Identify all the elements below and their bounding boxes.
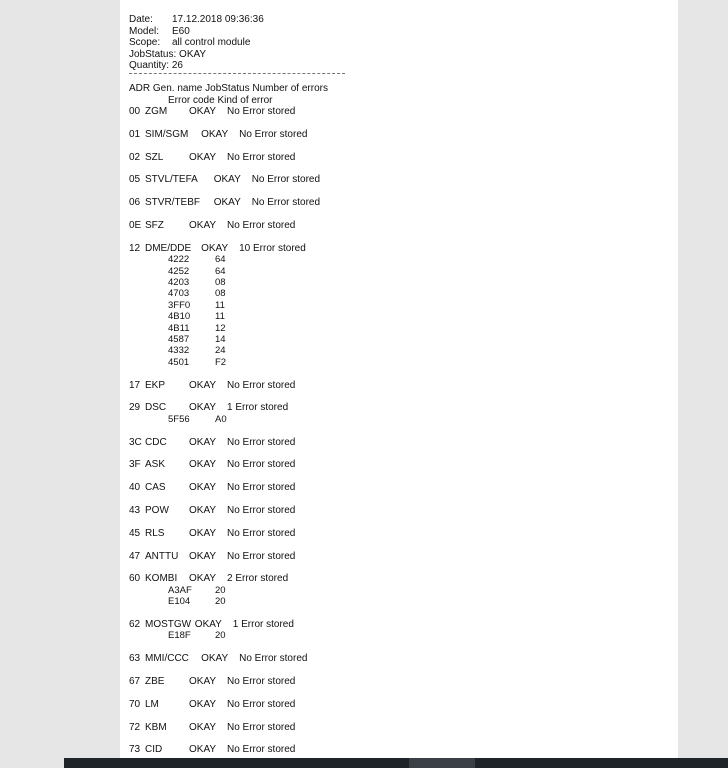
error-kind: 12 <box>215 322 226 334</box>
error-kind: 20 <box>215 596 226 608</box>
module-name: CID <box>145 744 163 756</box>
module-error-count: 10 Error stored <box>239 242 306 254</box>
error-code: 4501 <box>168 356 190 368</box>
module-jobstatus: OKAY <box>189 721 217 733</box>
module-address: 62 <box>129 619 141 630</box>
module-error-count: No Error stored <box>227 550 296 562</box>
error-kind: 20 <box>215 630 226 642</box>
module-jobstatus: OKAY <box>189 379 217 391</box>
module-address: 3C <box>129 436 142 448</box>
quantity-label: Quantity: <box>129 60 170 71</box>
module-address: 02 <box>129 151 141 163</box>
column-header-line-1: ADR Gen. name JobStatus Number of errors <box>129 83 328 94</box>
module-name: SIM/SGM <box>145 128 189 140</box>
module-address: 3F <box>129 459 141 471</box>
module-address: 17 <box>129 379 141 391</box>
error-code: A3AF <box>168 584 192 596</box>
module-name: STVL/TEFA <box>145 174 198 186</box>
error-code: 4203 <box>168 277 190 288</box>
module-name: ANTTU <box>145 550 179 562</box>
module-jobstatus: OKAY <box>189 698 217 710</box>
module-error-count: No Error stored <box>227 698 296 710</box>
module-address: 01 <box>129 128 141 140</box>
module-address: 60 <box>129 573 141 585</box>
module-name: CAS <box>145 482 166 494</box>
module-error-count: No Error stored <box>227 379 296 391</box>
error-code: 3FF0 <box>168 299 191 311</box>
module-error-count: No Error stored <box>227 220 296 231</box>
module-address: 67 <box>129 676 141 687</box>
error-code: 4B10 <box>168 311 191 323</box>
module-jobstatus: OKAY <box>189 550 217 562</box>
error-kind: 11 <box>215 299 225 311</box>
module-jobstatus: OKAY <box>201 242 229 254</box>
module-name: DSC <box>145 402 167 414</box>
column-header-line-2: Error code Kind of error <box>168 94 273 106</box>
jobstatus-label: JobStatus: <box>129 48 177 60</box>
module-address: 40 <box>129 482 141 494</box>
error-code: E18F <box>168 630 191 642</box>
taskbar-active-item[interactable] <box>409 758 475 768</box>
module-list <box>129 0 669 758</box>
module-jobstatus: OKAY <box>213 174 241 186</box>
error-code: 4222 <box>168 254 190 266</box>
module-error-count: No Error stored <box>227 505 296 516</box>
module-address: 47 <box>129 550 141 562</box>
module-error-count: No Error stored <box>227 151 296 163</box>
module-jobstatus: OKAY <box>189 402 217 414</box>
module-jobstatus: OKAY <box>213 197 241 209</box>
module-jobstatus: OKAY <box>189 505 217 516</box>
module-name: SFZ <box>145 220 164 231</box>
module-error-count: No Error stored <box>251 174 321 186</box>
module-name: EKP <box>145 379 166 391</box>
error-kind: F2 <box>215 356 227 368</box>
module-name: SZL <box>145 151 164 163</box>
module-name: MMI/CCC <box>145 653 189 665</box>
module-name: KBM <box>145 721 167 733</box>
module-error-count: 1 Error stored <box>227 402 289 414</box>
error-kind: 64 <box>215 254 226 266</box>
module-jobstatus: OKAY <box>189 676 217 687</box>
error-code: 4252 <box>168 265 190 277</box>
error-kind: A0 <box>215 413 227 425</box>
model-value: E60 <box>172 25 190 37</box>
error-kind: 24 <box>215 345 226 357</box>
error-kind: 20 <box>215 584 226 596</box>
module-jobstatus: OKAY <box>189 744 217 756</box>
vertical-scrollbar[interactable] <box>718 0 728 758</box>
error-kind: 14 <box>215 334 226 345</box>
module-address: 72 <box>129 721 141 733</box>
module-name: DME/DDE <box>145 242 192 254</box>
module-error-count: No Error stored <box>227 721 296 733</box>
error-kind: 08 <box>215 288 226 300</box>
error-kind: 11 <box>215 311 225 323</box>
module-address: 45 <box>129 527 141 539</box>
module-name: ASK <box>145 459 166 471</box>
module-error-count: 2 Error stored <box>227 573 289 585</box>
module-address: 43 <box>129 505 141 516</box>
module-address: 06 <box>129 197 141 209</box>
module-jobstatus: OKAY <box>201 128 229 140</box>
document-page <box>120 0 678 758</box>
error-kind: 64 <box>215 265 226 277</box>
module-address: 0E <box>129 220 142 231</box>
module-name: ZGM <box>145 106 168 117</box>
scope-value: all control module <box>172 37 251 48</box>
module-address: 12 <box>129 242 141 254</box>
module-name: CDC <box>145 436 167 448</box>
module-address: 73 <box>129 744 141 756</box>
module-jobstatus: OKAY <box>201 653 229 665</box>
module-error-count: No Error stored <box>227 744 296 756</box>
module-jobstatus: OKAY <box>189 106 217 117</box>
error-code: E104 <box>168 596 191 608</box>
quantity-value: 26 <box>171 60 183 71</box>
module-error-count: 1 Error stored <box>232 619 294 630</box>
module-address: 05 <box>129 174 141 186</box>
module-error-count: No Error stored <box>227 527 296 539</box>
module-address: 70 <box>129 698 141 710</box>
module-name: MOSTGW <box>145 619 192 630</box>
module-name: STVR/TEBF <box>145 197 201 209</box>
module-address: 63 <box>129 653 141 665</box>
date-label: Date: <box>129 14 153 25</box>
module-name: KOMBI <box>145 573 178 585</box>
module-error-count: No Error stored <box>227 459 296 471</box>
module-error-count: No Error stored <box>227 436 296 448</box>
module-error-count: No Error stored <box>227 106 296 117</box>
error-code: 5F56 <box>168 413 190 425</box>
module-jobstatus: OKAY <box>189 482 217 494</box>
module-jobstatus: OKAY <box>189 527 217 539</box>
module-error-count: No Error stored <box>239 128 308 140</box>
date-value: 17.12.2018 09:36:36 <box>172 14 264 25</box>
module-error-count: No Error stored <box>251 197 321 209</box>
error-code: 4587 <box>168 334 190 345</box>
error-code: 4332 <box>168 345 190 357</box>
module-address: 00 <box>129 106 141 117</box>
module-name: POW <box>145 505 169 516</box>
status-strip <box>0 758 64 768</box>
module-jobstatus: OKAY <box>189 436 217 448</box>
scope-label: Scope: <box>129 37 161 48</box>
jobstatus-value: OKAY <box>179 48 207 60</box>
model-label: Model: <box>129 25 160 37</box>
module-error-count: No Error stored <box>239 653 308 665</box>
error-kind: 08 <box>215 277 226 288</box>
module-jobstatus: OKAY <box>189 151 217 163</box>
module-name: RLS <box>145 527 165 539</box>
module-jobstatus: OKAY <box>189 220 217 231</box>
error-code: 4703 <box>168 288 190 300</box>
error-code: 4B11 <box>168 322 190 334</box>
module-name: LM <box>145 698 159 710</box>
module-error-count: No Error stored <box>227 482 296 494</box>
module-address: 29 <box>129 402 141 414</box>
module-jobstatus: OKAY <box>194 619 222 630</box>
module-name: ZBE <box>145 676 165 687</box>
taskbar <box>64 758 728 768</box>
module-jobstatus: OKAY <box>189 573 217 585</box>
module-jobstatus: OKAY <box>189 459 217 471</box>
module-error-count: No Error stored <box>227 676 296 687</box>
